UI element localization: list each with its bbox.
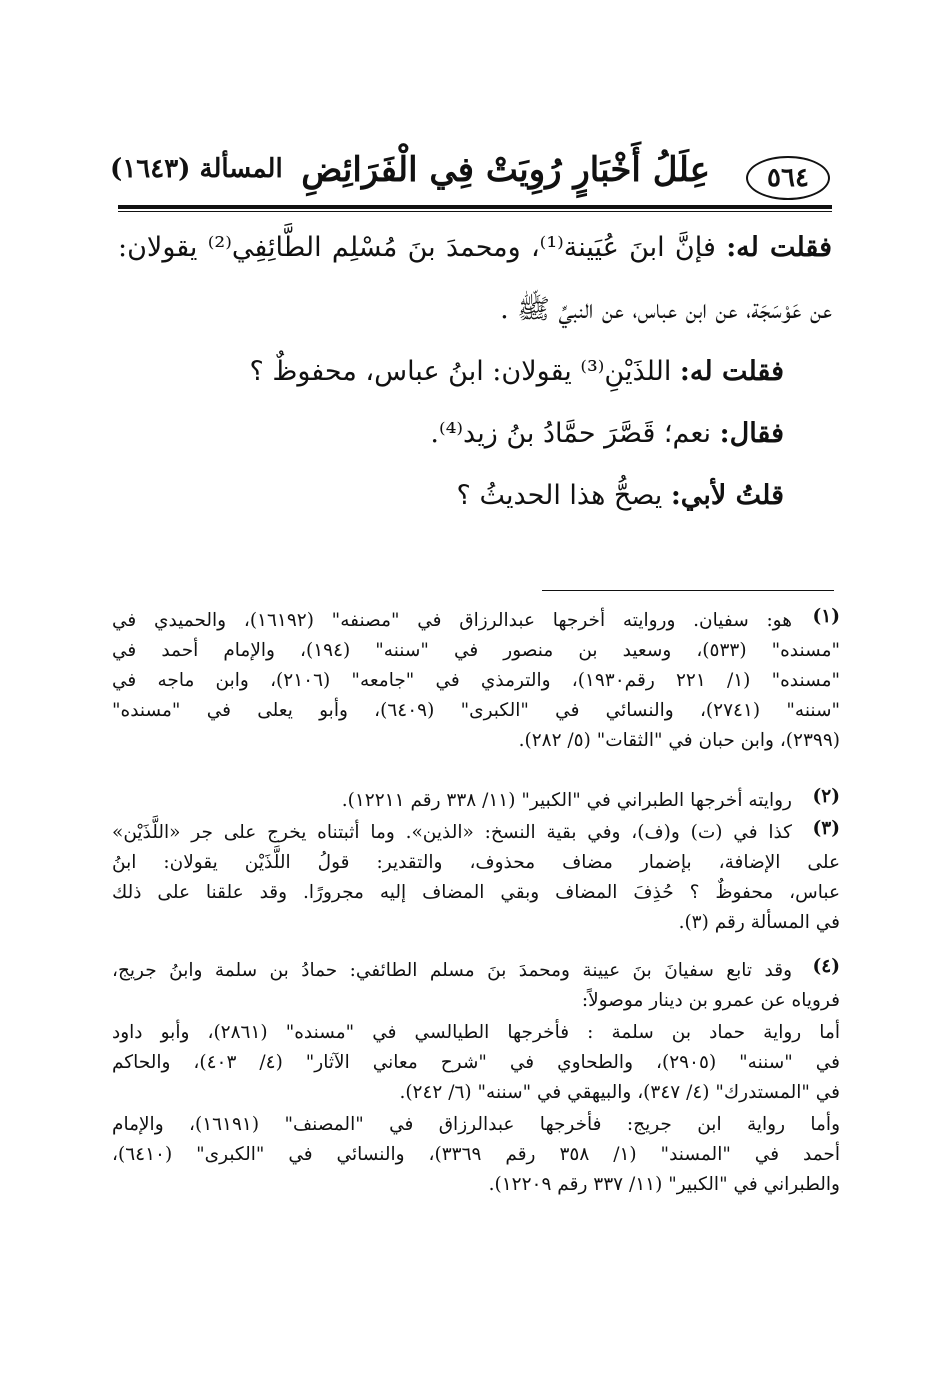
footnote-number: (٤) <box>812 956 840 977</box>
footnote-line: "سننه" (٢٧٤١)، والنسائي في "الكبرى" (٦٤٠٩)، وأبو يعلى في "مسنده" <box>112 700 840 721</box>
footnote-line: وأما رواية ابن جريج: فأخرجها عبدالرزاق في "المصنف" (١٦١٩١)، والإمام <box>112 1114 841 1135</box>
footnote-line: "مسنده" (٥٣٣)، وسعيد بن منصور في "سننه" (١٩٤)، والإمام أحمد في <box>112 640 841 661</box>
main-line-4 <box>430 414 784 454</box>
speaker-label: قلتُ لأبي: <box>670 480 784 511</box>
footnote-line: وقد تابع سفيانَ بنَ عيينة ومحمدَ بنَ مسلم الطائفي: حمادُ بن سلمة وابنُ جريج، <box>112 960 792 981</box>
footnote-line: هو: سفيان. وروايته أخرجها عبدالرزاق في "مصنفه" (١٦١٩٢)، والحميدي في <box>112 610 792 631</box>
main-line-5 <box>457 476 784 516</box>
speaker-label: فقلت له: <box>679 356 784 387</box>
main-line-1 <box>118 228 832 268</box>
page-header <box>110 150 830 202</box>
speaker-label: فقال: <box>719 418 784 449</box>
main-line-2 <box>500 290 832 330</box>
footnote-line: فروياه عن عمرو بن دينار موصولاً: <box>581 990 840 1011</box>
book-title: عِلَلُ أَخْبَارٍ رُوِيَتْ فِي الْفَرَائِضِ <box>301 150 710 190</box>
footnote-separator <box>542 590 834 591</box>
footnote-line: في المسألة رقم (٣). <box>678 912 840 933</box>
footnote-line: في "المستدرك" (٤/ ٣٤٧)، والبيهقي في "سننه" (٦/ ٢٤٢). <box>399 1082 840 1103</box>
dialogue-text: فإنَّ ابنَ عُيَينة⁽¹⁾، ومحمدَ بنَ مُسْلِم الطَّائِفِي⁽²⁾ يقولان: <box>118 232 727 263</box>
footnote-number: (١) <box>812 606 840 627</box>
footnote-line: عباس، محفوظٌ ؟ حُذِفَ المضاف وبقي المضاف إليه مجرورًا. وقد علقنا على ذلك <box>112 882 840 903</box>
footnote-line: "مسنده" (١/ ٢٢١ رقم١٩٣٠)، والترمذي في "جامعه" (٢١٠٦)، وابن ماجه في <box>112 670 840 691</box>
footnote-line: على الإضافة، بإضمار مضاف محذوف، والتقدير: قولُ اللَّذَيْن يقولان: ابنُ <box>112 852 840 873</box>
speaker-label: فقلت له: <box>726 232 832 263</box>
footnote-line: في "سننه" (٢٩٠٥)، والطحاوي في "شرح معاني الآثار" (٤/ ٤٠٣)، والحاكم <box>112 1052 840 1073</box>
header-rule <box>118 205 832 209</box>
header-rule-thin <box>118 211 832 212</box>
footnote-number: (٢) <box>812 786 840 807</box>
footnote-line: أحمد في "المسند" (١/ ٣٥٨ رقم ٣٣٦٩)، والنسائي في "الكبرى" (٦٤١٠)، <box>112 1144 840 1165</box>
footnote-line: كذا في (ت) و(ف)، وفي بقية النسخ: «الذين». وما أثبتناه يخرج على جر «اللَّذَيْن» <box>112 822 792 843</box>
dialogue-text: يصحُّ هذا الحديثُ ؟ <box>456 480 671 511</box>
footnote-number: (٣) <box>812 818 840 839</box>
dialogue-text: اللذَيْنِ⁽³⁾ يقولان: ابنُ عباس، محفوظٌ ؟ <box>249 356 680 387</box>
dialogue-text: نعم؛ قَصَّرَ حمَّادُ بنُ زيد⁽⁴⁾. <box>430 418 720 449</box>
footnote-line: والطبراني في "الكبير" (١١/ ٣٣٧ رقم ١٢٢٠٩). <box>488 1174 840 1195</box>
issue-label: المسألة (١٦٤٣) <box>110 154 283 184</box>
dialogue-text: عن عَوْسَجَة، عن ابن عباس، عن النبيِّ ﷺ . <box>500 294 832 325</box>
footnote-line: أما رواية حماد بن سلمة : فأخرجها الطيالسي في "مسنده" (٢٨٦١)، وأبو داود <box>112 1022 840 1043</box>
footnote-line: (٢٣٩٩)، وابن حبان في "الثقات" (٥/ ٢٨٢). <box>518 730 840 751</box>
page-number: ٥٦٤ <box>746 156 830 200</box>
footnote-line: روايته أخرجها الطبراني في "الكبير" (١١/ ٣٣٨ رقم ١٢٢١١). <box>341 790 792 811</box>
main-line-3 <box>249 352 784 392</box>
